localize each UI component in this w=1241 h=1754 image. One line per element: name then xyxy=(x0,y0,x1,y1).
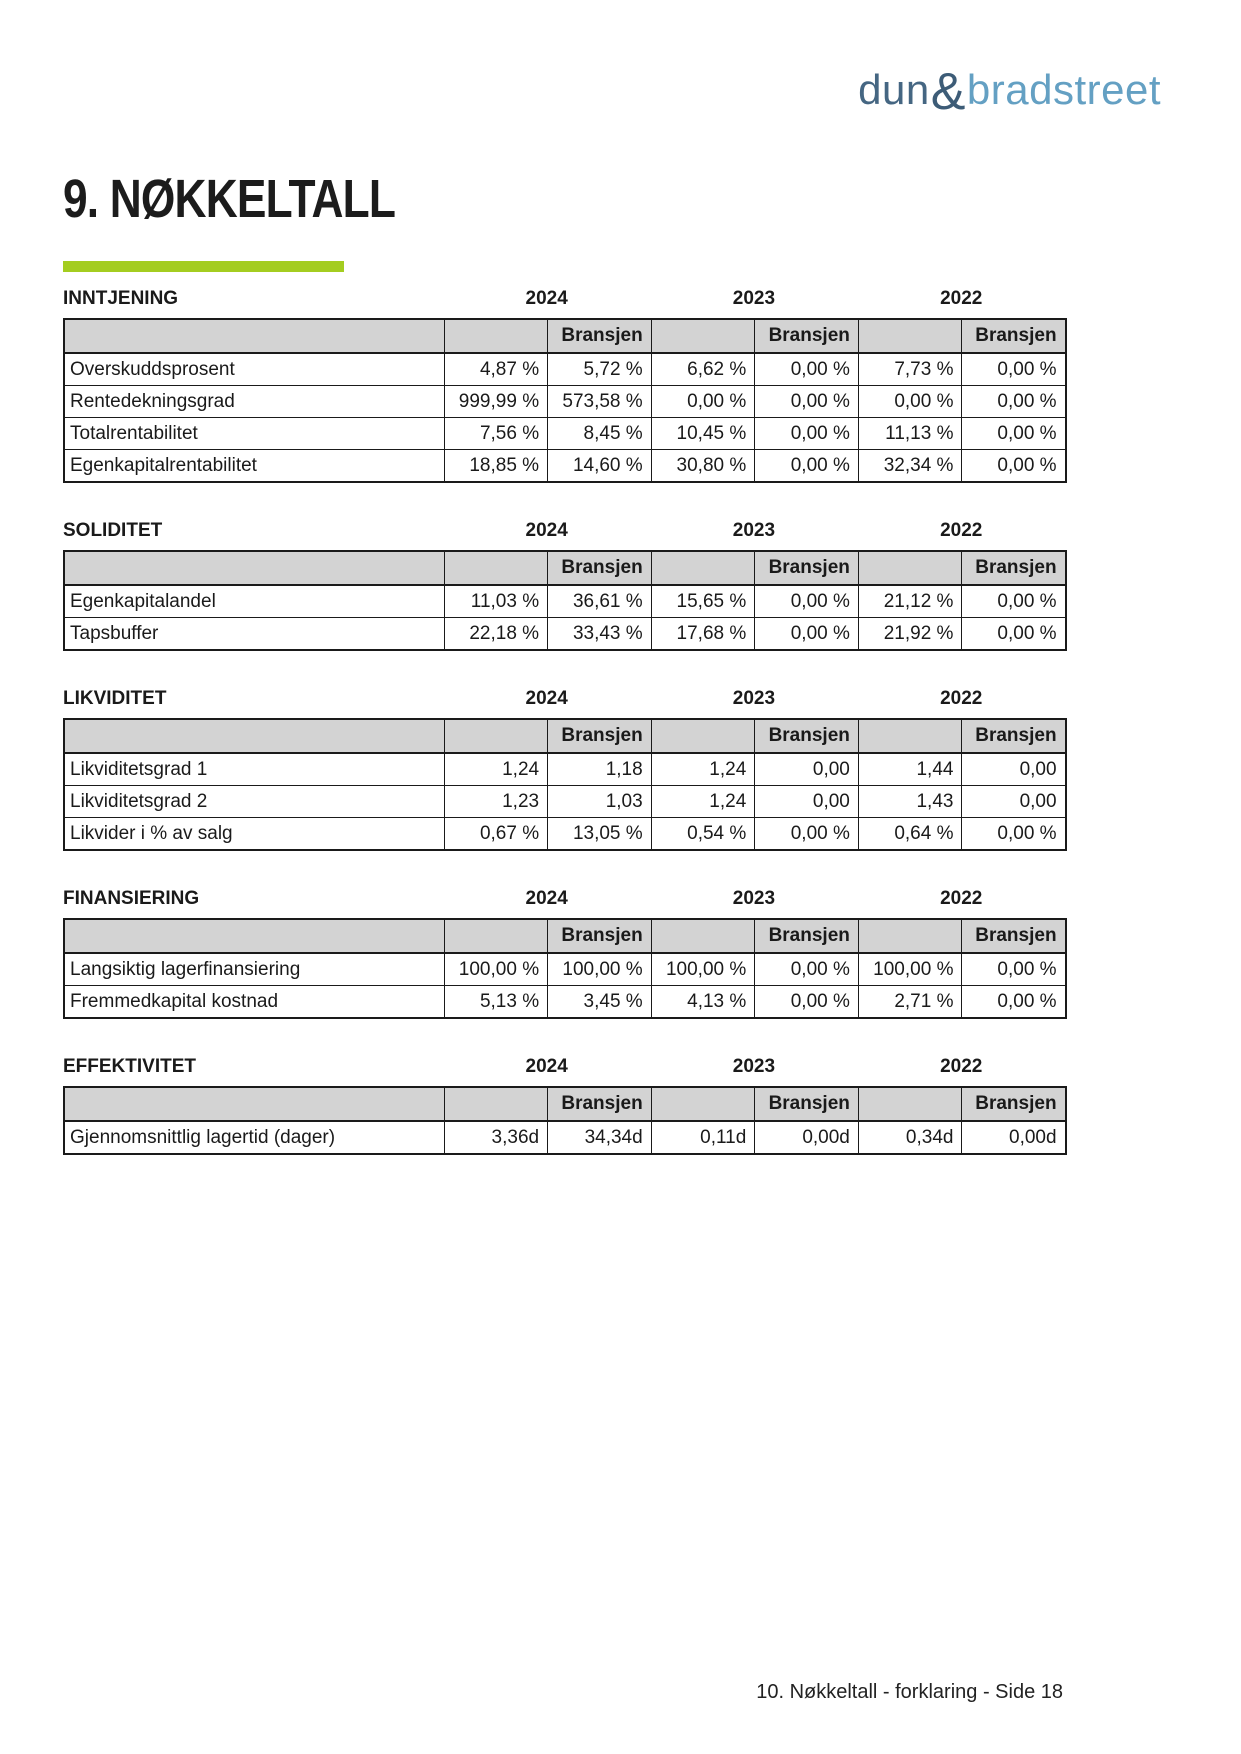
cell-value: 33,43 % xyxy=(548,618,652,651)
year-label-2022: 2022 xyxy=(940,520,983,541)
cell-value: 0,00 % xyxy=(858,386,962,418)
year-label-2024: 2024 xyxy=(525,688,568,709)
bransjen-header: Bransjen xyxy=(548,319,652,353)
cell-value: 1,43 xyxy=(858,786,962,818)
section-soliditet xyxy=(63,520,1065,651)
cell-value: 30,80 % xyxy=(651,450,755,483)
cell-value: 0,00 xyxy=(755,786,859,818)
year-label-2024: 2024 xyxy=(525,288,568,309)
bransjen-header: Bransjen xyxy=(548,551,652,585)
section-inntjening xyxy=(63,288,1065,483)
year-label-2022: 2022 xyxy=(940,288,983,309)
bransjen-header: Bransjen xyxy=(755,719,859,753)
cell-value: 2,71 % xyxy=(858,986,962,1019)
header-empty-cell xyxy=(444,319,548,353)
bransjen-header: Bransjen xyxy=(755,1087,859,1121)
year-label-2023: 2023 xyxy=(732,288,776,309)
soliditet-table xyxy=(63,550,1067,651)
table-row xyxy=(64,1121,1066,1154)
cell-value: 0,00 xyxy=(755,753,859,786)
cell-value: 21,92 % xyxy=(858,618,962,651)
section-header-row xyxy=(63,288,1065,310)
section-title: EFFEKTIVITET xyxy=(63,1056,196,1077)
page-title: 9. NØKKELTALL xyxy=(63,169,396,229)
cell-value: 0,00 % xyxy=(755,585,859,618)
row-label: Langsiktig lagerfinansiering xyxy=(64,953,444,986)
bransjen-header: Bransjen xyxy=(548,919,652,953)
cell-value: 15,65 % xyxy=(651,585,755,618)
cell-value: 0,00 % xyxy=(962,818,1066,851)
cell-value: 17,68 % xyxy=(651,618,755,651)
cell-value: 0,00 xyxy=(962,753,1066,786)
cell-value: 1,24 xyxy=(444,753,548,786)
row-label: Likviditetsgrad 1 xyxy=(64,753,444,786)
cell-value: 0,00 % xyxy=(755,450,859,483)
bransjen-header: Bransjen xyxy=(962,919,1066,953)
cell-value: 0,00 xyxy=(962,786,1066,818)
section-header-row xyxy=(63,888,1065,910)
header-empty-cell xyxy=(64,919,444,953)
row-label: Fremmedkapital kostnad xyxy=(64,986,444,1019)
bransjen-header: Bransjen xyxy=(962,1087,1066,1121)
header-empty-cell xyxy=(64,551,444,585)
bransjen-header: Bransjen xyxy=(962,719,1066,753)
section-header-row xyxy=(63,520,1065,542)
header-empty-cell xyxy=(858,1087,962,1121)
bransjen-header: Bransjen xyxy=(755,551,859,585)
cell-value: 0,00 % xyxy=(755,953,859,986)
section-effektivitet xyxy=(63,1056,1065,1155)
cell-value: 100,00 % xyxy=(444,953,548,986)
cell-value: 100,00 % xyxy=(858,953,962,986)
cell-value: 0,00 % xyxy=(755,418,859,450)
cell-value: 0,00 % xyxy=(962,450,1066,483)
table-header-row xyxy=(64,719,1066,753)
title-accent-bar xyxy=(63,261,344,272)
bransjen-header: Bransjen xyxy=(962,551,1066,585)
cell-value: 0,00 % xyxy=(962,353,1066,386)
header-empty-cell xyxy=(858,719,962,753)
cell-value: 1,24 xyxy=(651,753,755,786)
year-label-2024: 2024 xyxy=(525,520,568,541)
cell-value: 1,44 xyxy=(858,753,962,786)
cell-value: 0,11d xyxy=(651,1121,755,1154)
cell-value: 0,34d xyxy=(858,1121,962,1154)
header-empty-cell xyxy=(651,1087,755,1121)
dun-bradstreet-logo xyxy=(858,63,1161,121)
table-row xyxy=(64,986,1066,1019)
table-row xyxy=(64,786,1066,818)
cell-value: 0,00d xyxy=(755,1121,859,1154)
table-row xyxy=(64,585,1066,618)
year-label-2024: 2024 xyxy=(525,888,568,909)
table-header-row xyxy=(64,319,1066,353)
inntjening-table xyxy=(63,318,1067,483)
cell-value: 34,34d xyxy=(548,1121,652,1154)
cell-value: 11,03 % xyxy=(444,585,548,618)
header-empty-cell xyxy=(64,1087,444,1121)
bransjen-header: Bransjen xyxy=(548,719,652,753)
row-label: Likviditetsgrad 2 xyxy=(64,786,444,818)
header-empty-cell xyxy=(444,919,548,953)
cell-value: 0,00 % xyxy=(755,618,859,651)
bransjen-header: Bransjen xyxy=(548,1087,652,1121)
year-label-2024: 2024 xyxy=(525,1056,568,1077)
header-empty-cell xyxy=(444,719,548,753)
header-empty-cell xyxy=(444,1087,548,1121)
section-title: LIKVIDITET xyxy=(63,688,167,709)
cell-value: 0,67 % xyxy=(444,818,548,851)
row-label: Overskuddsprosent xyxy=(64,353,444,386)
table-row xyxy=(64,353,1066,386)
header-empty-cell xyxy=(651,319,755,353)
header-empty-cell xyxy=(651,919,755,953)
cell-value: 0,00d xyxy=(962,1121,1066,1154)
table-row xyxy=(64,753,1066,786)
tables-area xyxy=(63,288,1065,1192)
cell-value: 0,00 % xyxy=(962,618,1066,651)
cell-value: 21,12 % xyxy=(858,585,962,618)
cell-value: 7,73 % xyxy=(858,353,962,386)
section-likviditet xyxy=(63,688,1065,851)
cell-value: 1,18 xyxy=(548,753,652,786)
logo-ampersand-icon: & xyxy=(930,63,966,121)
cell-value: 0,00 % xyxy=(651,386,755,418)
year-label-2022: 2022 xyxy=(940,888,983,909)
section-finansiering xyxy=(63,888,1065,1019)
cell-value: 100,00 % xyxy=(651,953,755,986)
cell-value: 0,00 % xyxy=(962,953,1066,986)
table-header-row xyxy=(64,919,1066,953)
cell-value: 0,64 % xyxy=(858,818,962,851)
cell-value: 10,45 % xyxy=(651,418,755,450)
section-title: INNTJENING xyxy=(63,288,179,309)
effektivitet-table xyxy=(63,1086,1067,1155)
cell-value: 3,45 % xyxy=(548,986,652,1019)
cell-value: 0,00 % xyxy=(962,986,1066,1019)
cell-value: 0,00 % xyxy=(755,818,859,851)
table-row xyxy=(64,418,1066,450)
header-empty-cell xyxy=(444,551,548,585)
cell-value: 14,60 % xyxy=(548,450,652,483)
year-label-2023: 2023 xyxy=(732,520,776,541)
year-label-2022: 2022 xyxy=(940,688,983,709)
cell-value: 1,24 xyxy=(651,786,755,818)
cell-value: 11,13 % xyxy=(858,418,962,450)
table-row xyxy=(64,953,1066,986)
year-label-2023: 2023 xyxy=(732,1056,776,1077)
cell-value: 0,54 % xyxy=(651,818,755,851)
section-title: SOLIDITET xyxy=(63,520,163,541)
header-empty-cell xyxy=(651,551,755,585)
year-label-2023: 2023 xyxy=(732,688,776,709)
row-label: Rentedekningsgrad xyxy=(64,386,444,418)
cell-value: 18,85 % xyxy=(444,450,548,483)
table-row xyxy=(64,450,1066,483)
cell-value: 0,00 % xyxy=(962,585,1066,618)
table-row xyxy=(64,818,1066,851)
header-empty-cell xyxy=(64,719,444,753)
cell-value: 6,62 % xyxy=(651,353,755,386)
cell-value: 4,13 % xyxy=(651,986,755,1019)
cell-value: 8,45 % xyxy=(548,418,652,450)
row-label: Egenkapitalandel xyxy=(64,585,444,618)
cell-value: 0,00 % xyxy=(755,986,859,1019)
cell-value: 36,61 % xyxy=(548,585,652,618)
header-empty-cell xyxy=(858,919,962,953)
cell-value: 1,23 xyxy=(444,786,548,818)
page-footer: 10. Nøkkeltall - forklaring - Side 18 xyxy=(756,1681,1063,1703)
header-empty-cell xyxy=(651,719,755,753)
year-label-2022: 2022 xyxy=(940,1056,983,1077)
row-label: Tapsbuffer xyxy=(64,618,444,651)
table-header-row xyxy=(64,551,1066,585)
logo-text-bradstreet: bradstreet xyxy=(966,66,1161,113)
cell-value: 0,00 % xyxy=(962,418,1066,450)
row-label: Egenkapitalrentabilitet xyxy=(64,450,444,483)
section-title: FINANSIERING xyxy=(63,888,200,909)
year-label-2023: 2023 xyxy=(732,888,776,909)
cell-value: 5,13 % xyxy=(444,986,548,1019)
bransjen-header: Bransjen xyxy=(755,319,859,353)
row-label: Likvider i % av salg xyxy=(64,818,444,851)
cell-value: 0,00 % xyxy=(755,353,859,386)
cell-value: 13,05 % xyxy=(548,818,652,851)
cell-value: 100,00 % xyxy=(548,953,652,986)
cell-value: 0,00 % xyxy=(755,386,859,418)
row-label: Totalrentabilitet xyxy=(64,418,444,450)
cell-value: 999,99 % xyxy=(444,386,548,418)
cell-value: 1,03 xyxy=(548,786,652,818)
cell-value: 0,00 % xyxy=(962,386,1066,418)
row-label: Gjennomsnittlig lagertid (dager) xyxy=(64,1121,444,1154)
cell-value: 3,36d xyxy=(444,1121,548,1154)
cell-value: 4,87 % xyxy=(444,353,548,386)
bransjen-header: Bransjen xyxy=(962,319,1066,353)
cell-value: 7,56 % xyxy=(444,418,548,450)
table-row xyxy=(64,386,1066,418)
section-header-row xyxy=(63,688,1065,710)
header-empty-cell xyxy=(858,319,962,353)
table-row xyxy=(64,618,1066,651)
likviditet-table xyxy=(63,718,1067,851)
section-header-row xyxy=(63,1056,1065,1078)
finansiering-table xyxy=(63,918,1067,1019)
cell-value: 22,18 % xyxy=(444,618,548,651)
cell-value: 5,72 % xyxy=(548,353,652,386)
header-empty-cell xyxy=(858,551,962,585)
cell-value: 573,58 % xyxy=(548,386,652,418)
table-header-row xyxy=(64,1087,1066,1121)
logo-text-dun: dun xyxy=(858,66,930,113)
bransjen-header: Bransjen xyxy=(755,919,859,953)
cell-value: 32,34 % xyxy=(858,450,962,483)
header-empty-cell xyxy=(64,319,444,353)
